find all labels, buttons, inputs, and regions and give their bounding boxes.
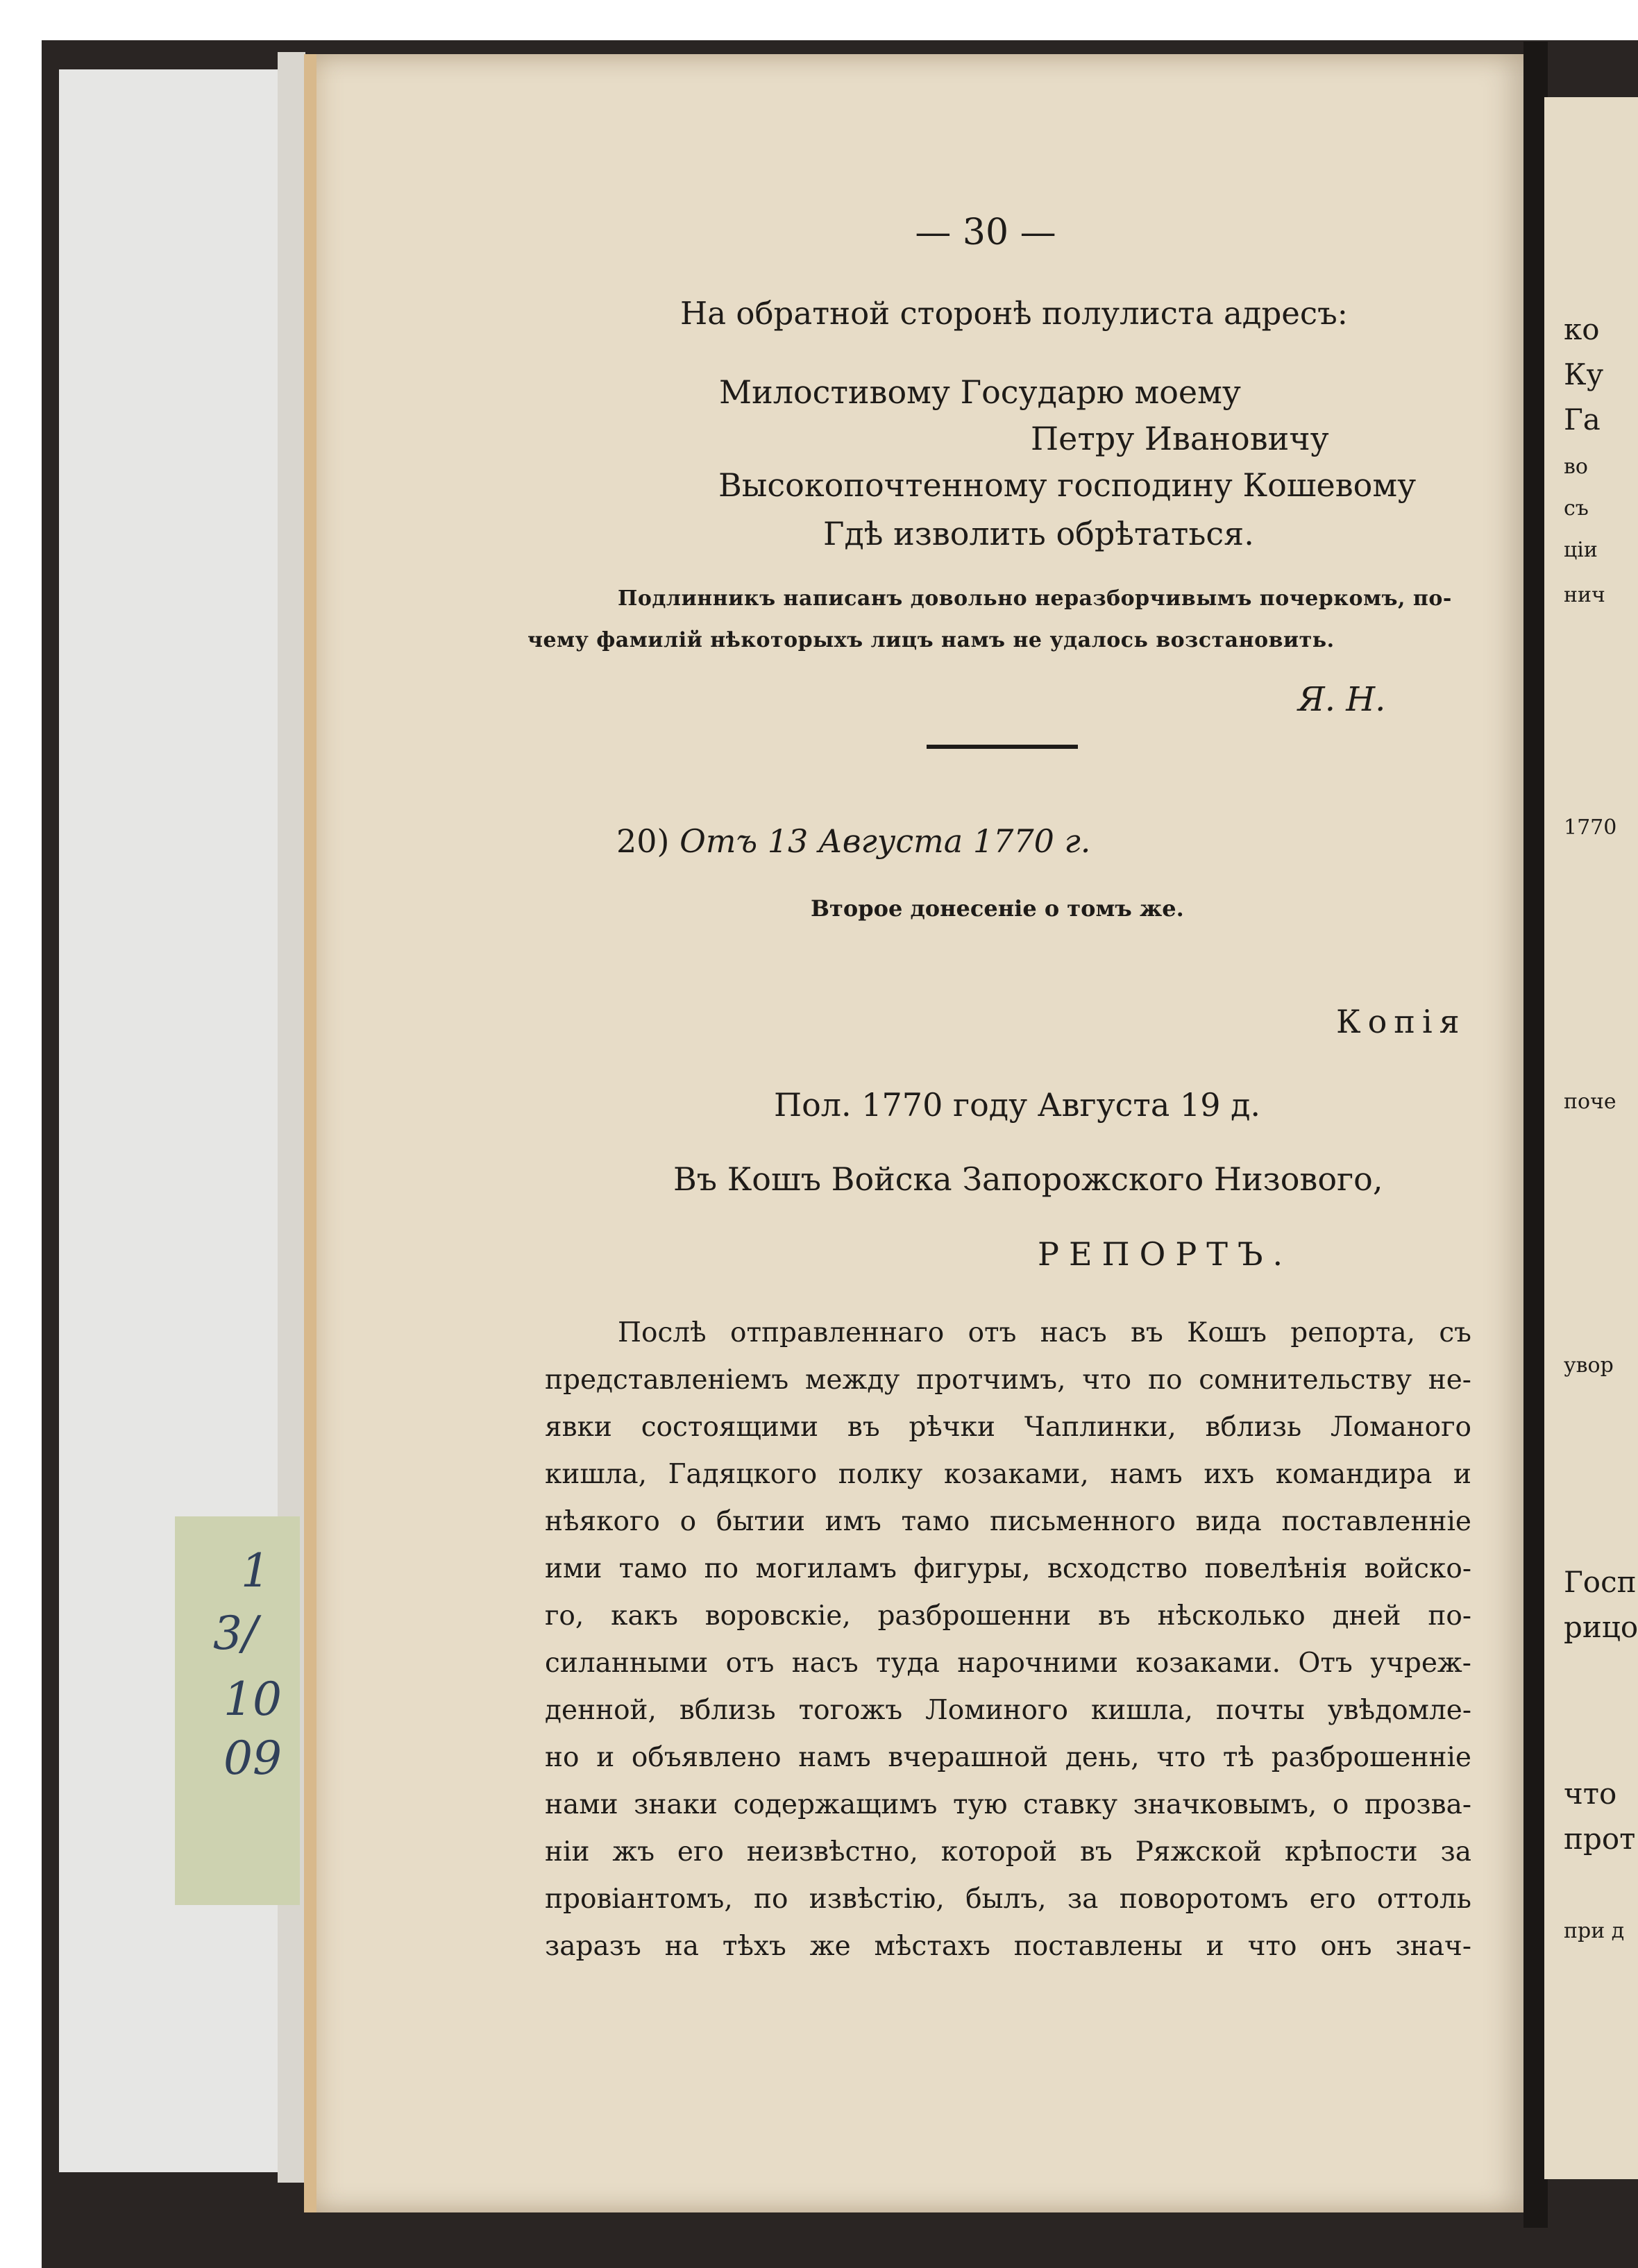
next-page-fragment: что [1564, 1777, 1617, 1811]
body-line: силанными отъ насъ туда нарочними козаками. Отъ учреж- [545, 1648, 1471, 1679]
handwritten-mark: 09 [223, 1732, 282, 1785]
next-page-fragment: Ку [1564, 357, 1604, 391]
received-date: Пол. 1770 году Августа 19 д. [774, 1086, 1261, 1124]
body-line: нами знаки содержащимъ тую ставку значковымъ, о прозва- [545, 1789, 1471, 1820]
body-line: Послѣ отправленнаго отъ насъ въ Кошъ репорта, съ [618, 1317, 1471, 1348]
next-page-fragment: рицо [1564, 1610, 1638, 1644]
handwritten-library-note [175, 1516, 300, 1905]
address-heading: На обратной сторонѣ полулиста адресъ: [680, 295, 1348, 332]
next-page-fragment: ко [1564, 312, 1600, 346]
handwritten-mark: 10 [223, 1673, 282, 1726]
copy-label: Копія [1336, 1003, 1467, 1040]
document-date: Отъ 13 Августа 1770 г. [679, 822, 1091, 860]
address-line: Гдѣ изволить обрѣтаться. [823, 515, 1254, 552]
next-page-fragment: увор [1564, 1353, 1614, 1378]
body-line: заразъ на тѣхъ же мѣстахъ поставлены и что онъ знач- [545, 1931, 1471, 1962]
next-page-fragment: 1770 [1564, 815, 1617, 840]
page-number: — 30 — [915, 212, 1056, 253]
body-line: денной, вблизь тогожъ Ломиного кишла, почты увѣдомле- [545, 1695, 1471, 1726]
document-subtitle: Второе донесеніе о томъ же. [811, 895, 1184, 922]
next-page-fragment: поче [1564, 1090, 1616, 1114]
body-line: нѣякого о бытии имъ тамо письменного вида поставленніе [545, 1506, 1471, 1537]
body-line: ніи жъ его неизвѣстно, которой въ Ряжской крѣпости за [545, 1836, 1471, 1868]
address-line: Высокопочтенному господину Кошевому [718, 466, 1417, 504]
next-page-fragment: ціи [1564, 538, 1598, 562]
next-page-fragment: Госп [1564, 1565, 1637, 1599]
document-number: 20) [616, 822, 670, 860]
document-heading [616, 822, 1090, 860]
body-line: явки состоящими въ рѣчки Чаплинки, вблизь Ломаного [545, 1412, 1471, 1443]
body-line: но и объявлено намъ вчерашной день, что тѣ разброшенніе [545, 1742, 1471, 1773]
editor-note-line: чему фамилій нѣкоторыхъ лицъ намъ не удалось возстановить. [527, 628, 1335, 652]
next-page-fragment: Га [1564, 403, 1601, 437]
editor-note-line: Подлинникъ написанъ довольно неразборчивымъ почеркомъ, по- [618, 586, 1452, 611]
handwritten-mark: 1 [241, 1544, 270, 1598]
next-page-edge [1544, 97, 1638, 2179]
body-line: го, какъ воровскіе, разброшенни въ нѣсколько дней по- [545, 1600, 1471, 1632]
body-line: кишла, Гадяцкого полку козаками, намъ ихъ командира и [545, 1459, 1471, 1490]
next-page-fragment: прот [1564, 1822, 1636, 1856]
next-page-fragment: во [1564, 455, 1588, 479]
page-edge-yellowed [304, 54, 316, 2212]
body-line: провіантомъ, по извѣстію, былъ, за поворотомъ его оттоль [545, 1884, 1471, 1915]
address-line: Милостивому Государю моему [719, 373, 1241, 411]
next-page-fragment: съ [1564, 496, 1589, 521]
report-title: РЕПОРТЪ. [1038, 1235, 1293, 1273]
handwritten-mark: 3/ [213, 1607, 258, 1660]
body-line: ими тамо по могиламъ фигуры, всходство повелѣнія войско- [545, 1553, 1471, 1584]
body-line: представленіемъ между протчимъ, что по сомнительству не- [545, 1364, 1471, 1396]
next-page-fragment: нич [1564, 583, 1605, 607]
addressee: Въ Кошъ Войска Запорожского Низового, [673, 1160, 1383, 1198]
address-line: Петру Ивановичу [1031, 420, 1329, 457]
editor-initials: Я. Н. [1298, 680, 1386, 719]
next-page-fragment: при д [1564, 1919, 1625, 1943]
section-divider [927, 745, 1078, 749]
